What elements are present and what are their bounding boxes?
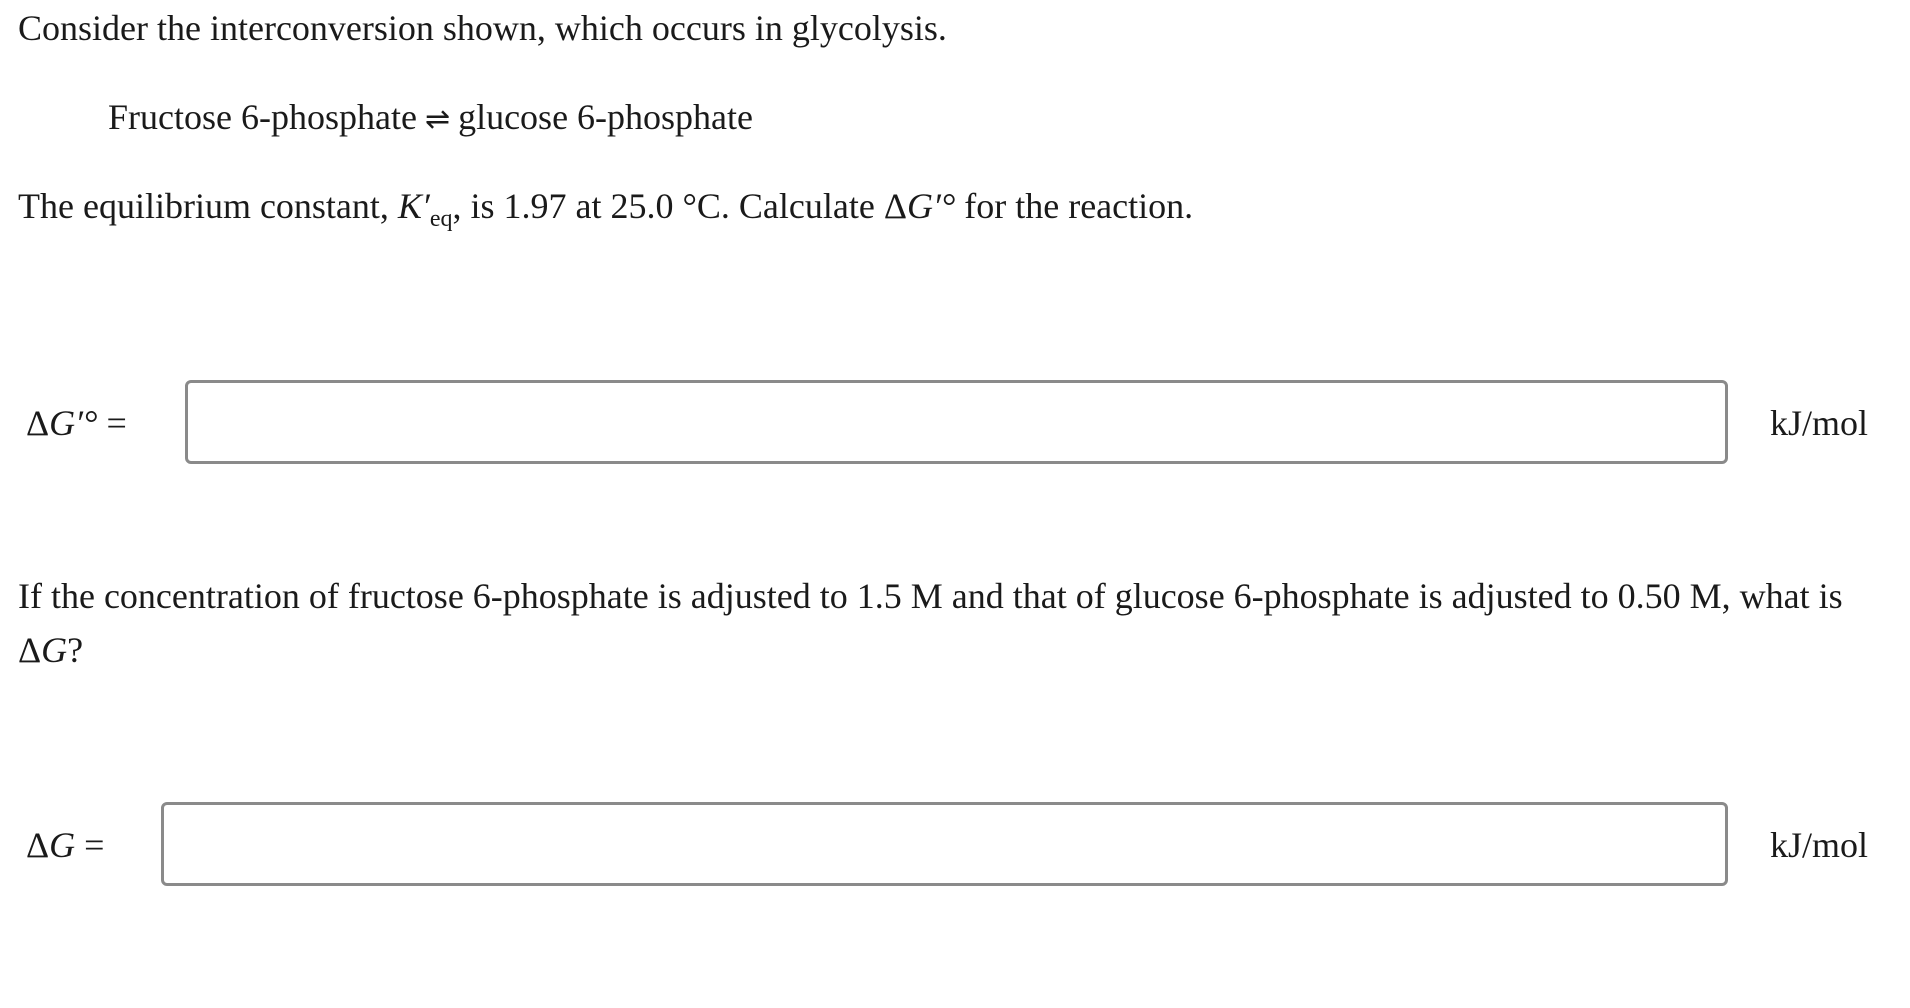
- dg0-answer-input[interactable]: [185, 380, 1728, 464]
- conc-delta: Δ: [18, 630, 42, 670]
- dg-delta: Δ: [26, 825, 50, 865]
- keq-prefix: The equilibrium constant,: [18, 186, 398, 226]
- dg0-var: G′°: [49, 403, 98, 443]
- concentration-sentence-line2: [18, 632, 83, 668]
- keq-symbol: K′: [397, 186, 430, 226]
- product-name: glucose 6-phosphate: [458, 97, 754, 137]
- answer-row-dg0: [0, 380, 1910, 464]
- dg0-unit: kJ/mol: [1770, 403, 1869, 443]
- conc-g: G: [41, 630, 68, 670]
- answer-row-dg: [0, 802, 1910, 886]
- reactant-name: Fructose 6-phosphate: [108, 97, 417, 137]
- keq-tail: for the reaction.: [955, 186, 1194, 226]
- question-intro: Consider the interconversion shown, which occurs in glycolysis.: [18, 8, 947, 48]
- dg0-delta: Δ: [26, 403, 50, 443]
- dg0-eq: =: [97, 403, 127, 443]
- dg-answer-input[interactable]: [161, 802, 1728, 886]
- keq-delta: Δ: [883, 186, 907, 226]
- reaction-equation: [108, 99, 753, 135]
- keq-g-prime: G′°: [906, 186, 956, 226]
- dg0-label: [26, 402, 127, 444]
- dg-eq: =: [75, 825, 105, 865]
- equilibrium-arrow-icon: ⇌: [424, 102, 451, 137]
- concentration-sentence-line1: If the concentration of fructose 6-phosphate is adjusted to 1.5 M and that of glucose 6-phosphate is adjusted to 0.50 M, what is: [18, 576, 1843, 616]
- conc-qmark: ?: [67, 630, 84, 670]
- keq-sentence: [18, 188, 1193, 231]
- dg-unit: kJ/mol: [1770, 825, 1869, 865]
- keq-suffix: , is 1.97 at 25.0 °C. Calculate: [452, 186, 884, 226]
- dg-label: [26, 824, 104, 866]
- keq-subscript: eq: [429, 206, 453, 232]
- dg-var: G: [49, 825, 76, 865]
